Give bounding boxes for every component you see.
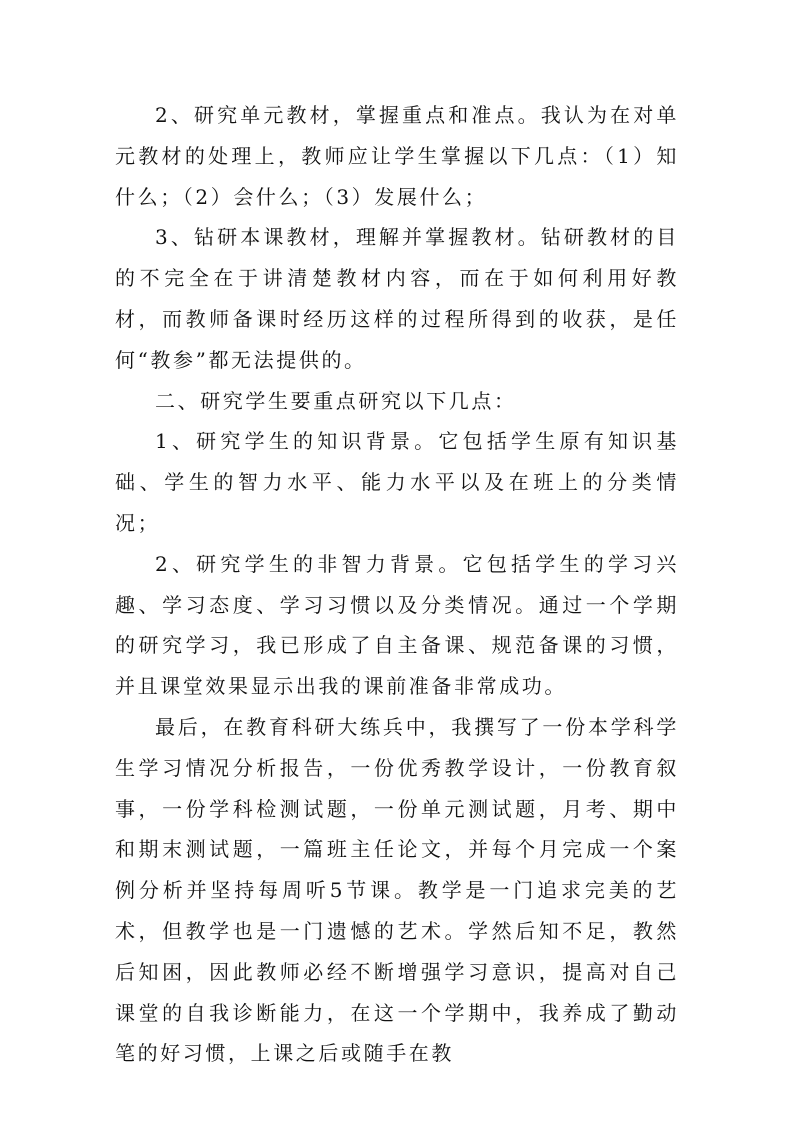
paragraph-unit-materials: 2、研究单元教材，掌握重点和准点。我认为在对单元教材的处理上，教师应让学生掌握以下几点：（1）知什么；（2）会什么；（3）发展什么；	[115, 103, 679, 209]
paragraph-non-intellectual-background: 2、研究学生的非智力背景。它包括学生的学习兴趣、学习态度、学习习惯以及分类情况。通过一个学期的研究学习，我已形成了自主备课、规范备课的习惯，并且课堂效果显示出我的课前准备非常成功。	[115, 551, 679, 699]
paragraph-conclusion: 最后，在教育科研大练兵中，我撰写了一份本学科学生学习情况分析报告，一份优秀教学设计，一份教育叙事，一份学科检测试题，一份单元测试题，月考、期中和期末测试题，一篇班主任论文，并每个月完成一个案例分析并坚持每周听5节课。教学是一门追求完美的艺术，但教学也是一门遗憾的艺术。学然后知不足，教然后知困，因此教师必经不断增强学习意识，提高对自己课堂的自我诊断能力，在这一个学期中，我养成了勤动笔的好习惯，上课之后或随手在教	[115, 714, 679, 1066]
section-heading-study-students: 二、研究学生要重点研究以下几点：	[155, 388, 517, 413]
document-body	[115, 95, 679, 1074]
paragraph-lesson-materials: 3、钻研本课教材，理解并掌握教材。钻研教材的目的不完全在于讲清楚教材内容，而在于如何利用好教材，而教师备课时经历这样的过程所得到的收获，是任何“教参”都无法提供的。	[115, 225, 679, 372]
paragraph-knowledge-background: 1、研究学生的知识背景。它包括学生原有知识基础、学生的智力水平、能力水平以及在班上的分类情况；	[115, 429, 679, 535]
